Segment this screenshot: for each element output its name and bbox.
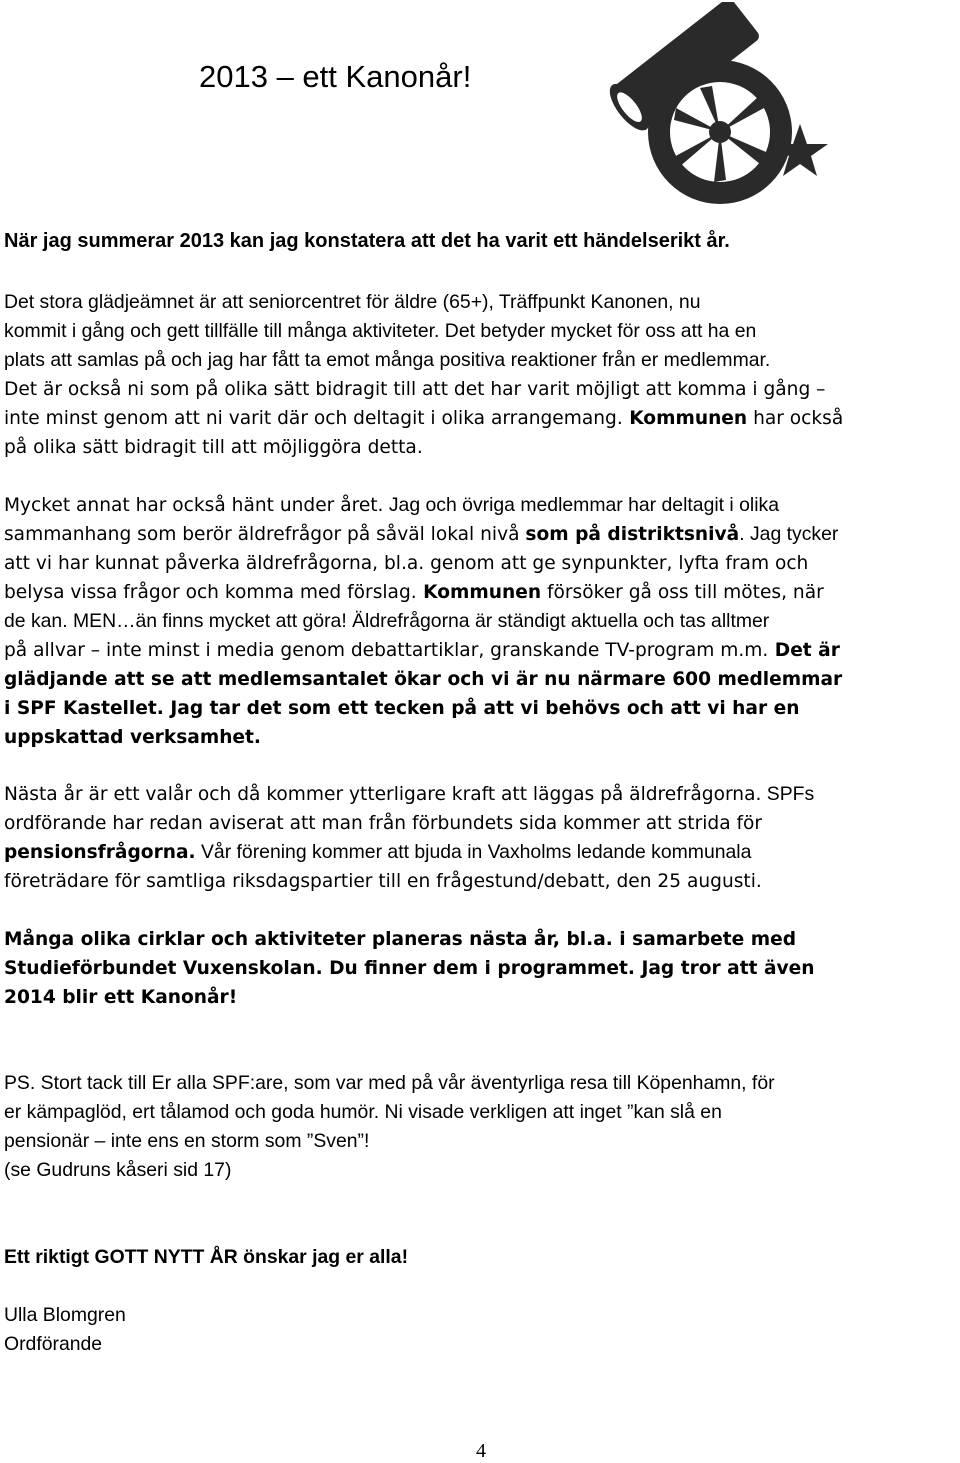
signature-name: Ulla Blomgren — [4, 1304, 126, 1326]
paragraph-seniorcenter: Det stora glädjeämnet är att seniorcentret för äldre (65+), Träffpunkt Kanonen, nu kommit i gång och gett tillfälle till många aktiviteter. Det betyder mycket för oss att ha en plats att samlas på och jag har fått ta emot många positiva reaktioner från er medlemmar. Det är också ni som på olika sätt bidragit till att det har varit möjligt att komma i gång – inte minst genom att ni varit där och deltagit i olika arrangemang. Kommunen har också på olika sätt bidragit till att möjliggöra detta. — [4, 291, 844, 458]
paragraph-year-activities: Mycket annat har också hänt under året. Jag och övriga medlemmar har deltagit i olika sammanhang som berör äldrefrågor på såväl lokal nivå som på distriktsnivå. Jag tycker att vi har kunnat påverka äldrefrågorna, bl.a. genom att ge synpunkter, lyfta fram och belysa vissa frågor och komma med förslag. Kommunen försöker gå oss till mötes, när de kan. MEN…än finns mycket att göra! Äldrefrågorna är ständigt aktuella och tas alltmer på allvar – inte minst i media genom debattartiklar, granskande TV-program m.m. Det är glädjande att se att medlemsantalet ökar och vi är nu närmare 600 medlemmar i SPF Kastellet. Jag tar det som ett tecken på att vi behövs och att vi har en uppskattad verksamhet. — [4, 494, 843, 748]
cannon-icon — [608, 2, 840, 210]
greeting: Ett riktigt GOTT NYTT ÅR önskar jag er alla! — [4, 1246, 409, 1268]
intro-line: När jag summerar 2013 kan jag konstatera att det ha varit ett händelserikt år. — [4, 230, 730, 252]
paragraph-election-year: Nästa år är ett valår och då kommer ytterligare kraft att läggas på äldrefrågorna. SPFs ordförande har redan aviserat att man från förbundets sida kommer att strida för pensionsfrågorna. Vår förening kommer att bjuda in Vaxholms ledande kommunala företrädare för samtliga riksdagspartier till en frågestund/debatt, den 25 augusti. — [4, 783, 815, 892]
paragraph-ps: PS. Stort tack till Er alla SPF:are, som var med på vår äventyrliga resa till Köpenhamn, för er kämpaglöd, ert tålamod och goda humör. Ni visade verkligen att inget ”kan slå en pensionär – inte ens en storm som ”Sven”! (se Gudruns kåseri sid 17) — [4, 1072, 775, 1181]
page-number: 4 — [476, 1440, 486, 1462]
page-title: 2013 – ett Kanonår! — [199, 59, 472, 94]
paragraph-circles: Många olika cirklar och aktiviteter planeras nästa år, bl.a. i samarbete med Studieförbundet Vuxenskolan. Du finner dem i programmet. Jag tror att även 2014 blir ett Kanonår! — [4, 929, 815, 1008]
signature — [4, 1301, 126, 1359]
signature-role: Ordförande — [4, 1333, 103, 1355]
